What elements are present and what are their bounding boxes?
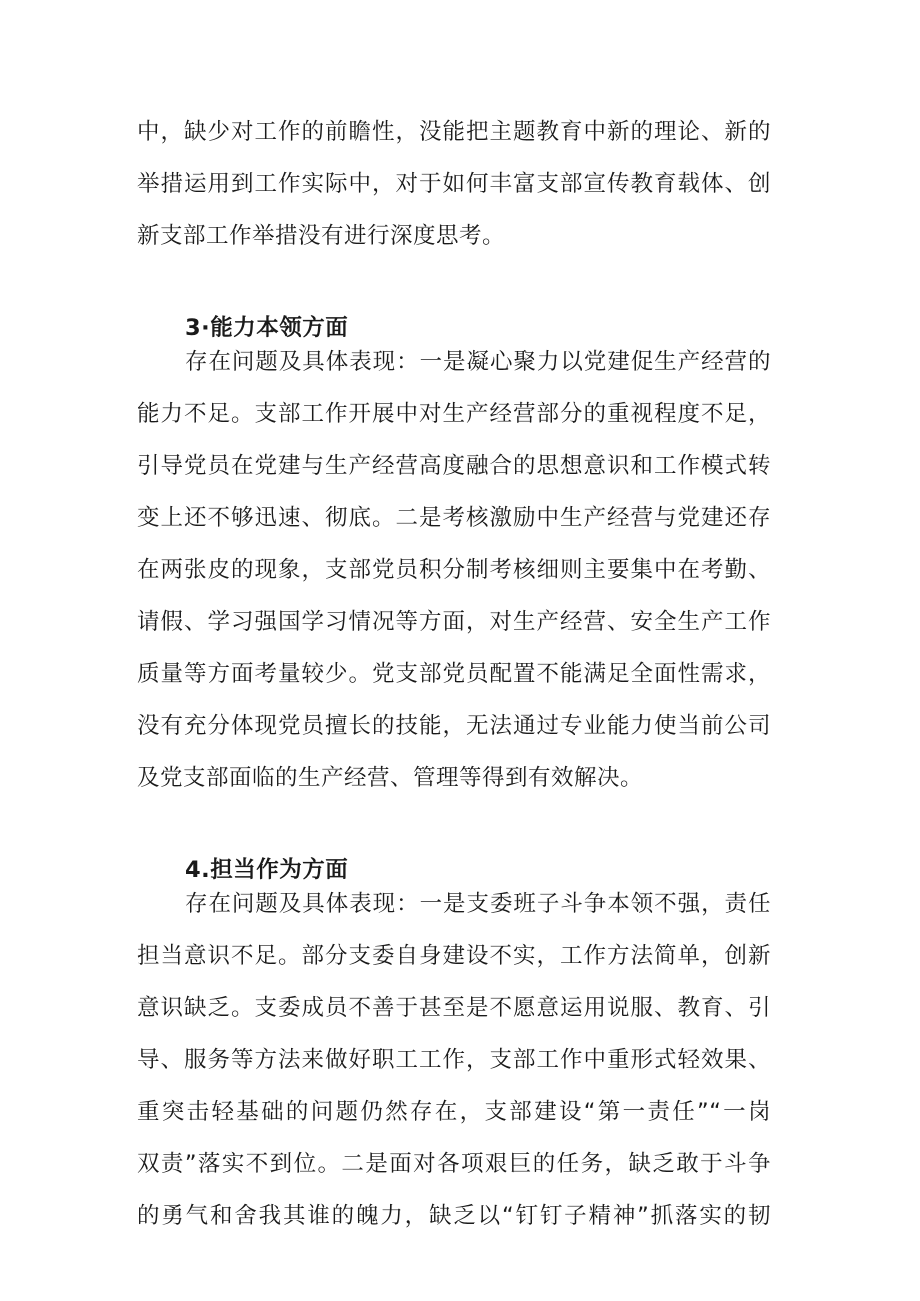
paragraph-line: 的勇气和舍我其谁的魄力，缺乏以“钉钉子精神”抓落实的韧	[137, 1203, 771, 1229]
paragraph-line: 举措运用到工作实际中，对于如何丰富支部宣传教育载体、创	[137, 171, 771, 197]
section-heading-4: 4.担当作为方面	[185, 857, 349, 883]
paragraph-line: 在两张皮的现象，支部党员积分制考核细则主要集中在考勤、	[137, 557, 771, 583]
paragraph-line: 请假、学习强国学习情况等方面，对生产经营、安全生产工作	[137, 609, 771, 635]
paragraph-line: 导、服务等方法来做好职工工作，支部工作中重形式轻效果、	[137, 1047, 771, 1073]
paragraph-line: 变上还不够迅速、彻底。二是考核激励中生产经营与党建还存	[137, 505, 771, 531]
paragraph-line: 双责”落实不到位。二是面对各项艰巨的任务，缺乏敢于斗争	[137, 1151, 771, 1177]
paragraph-line: 存在问题及具体表现：一是凝心聚力以党建促生产经营的	[185, 349, 771, 375]
paragraph-line: 及党支部面临的生产经营、管理等得到有效解决。	[137, 765, 644, 791]
paragraph-line: 能力不足。支部工作开展中对生产经营部分的重视程度不足，	[137, 401, 771, 427]
paragraph-line: 重突击轻基础的问题仍然存在，支部建设“第一责任”“一岗	[137, 1099, 771, 1125]
paragraph-line: 引导党员在党建与生产经营高度融合的思想意识和工作模式转	[137, 453, 771, 479]
paragraph-line: 质量等方面考量较少。党支部党员配置不能满足全面性需求，	[137, 661, 771, 687]
paragraph-line: 新支部工作举措没有进行深度思考。	[137, 223, 506, 249]
section-heading-3: 3·能力本领方面	[185, 315, 349, 341]
paragraph-line: 意识缺乏。支委成员不善于甚至是不愿意运用说服、教育、引	[137, 995, 771, 1021]
paragraph-line: 担当意识不足。部分支委自身建设不实，工作方法简单，创新	[137, 943, 771, 969]
paragraph-line: 存在问题及具体表现：一是支委班子斗争本领不强，责任	[185, 891, 771, 917]
paragraph-line: 中，缺少对工作的前瞻性，没能把主题教育中新的理论、新的	[137, 119, 771, 145]
paragraph-line: 没有充分体现党员擅长的技能，无法通过专业能力使当前公司	[137, 713, 771, 739]
